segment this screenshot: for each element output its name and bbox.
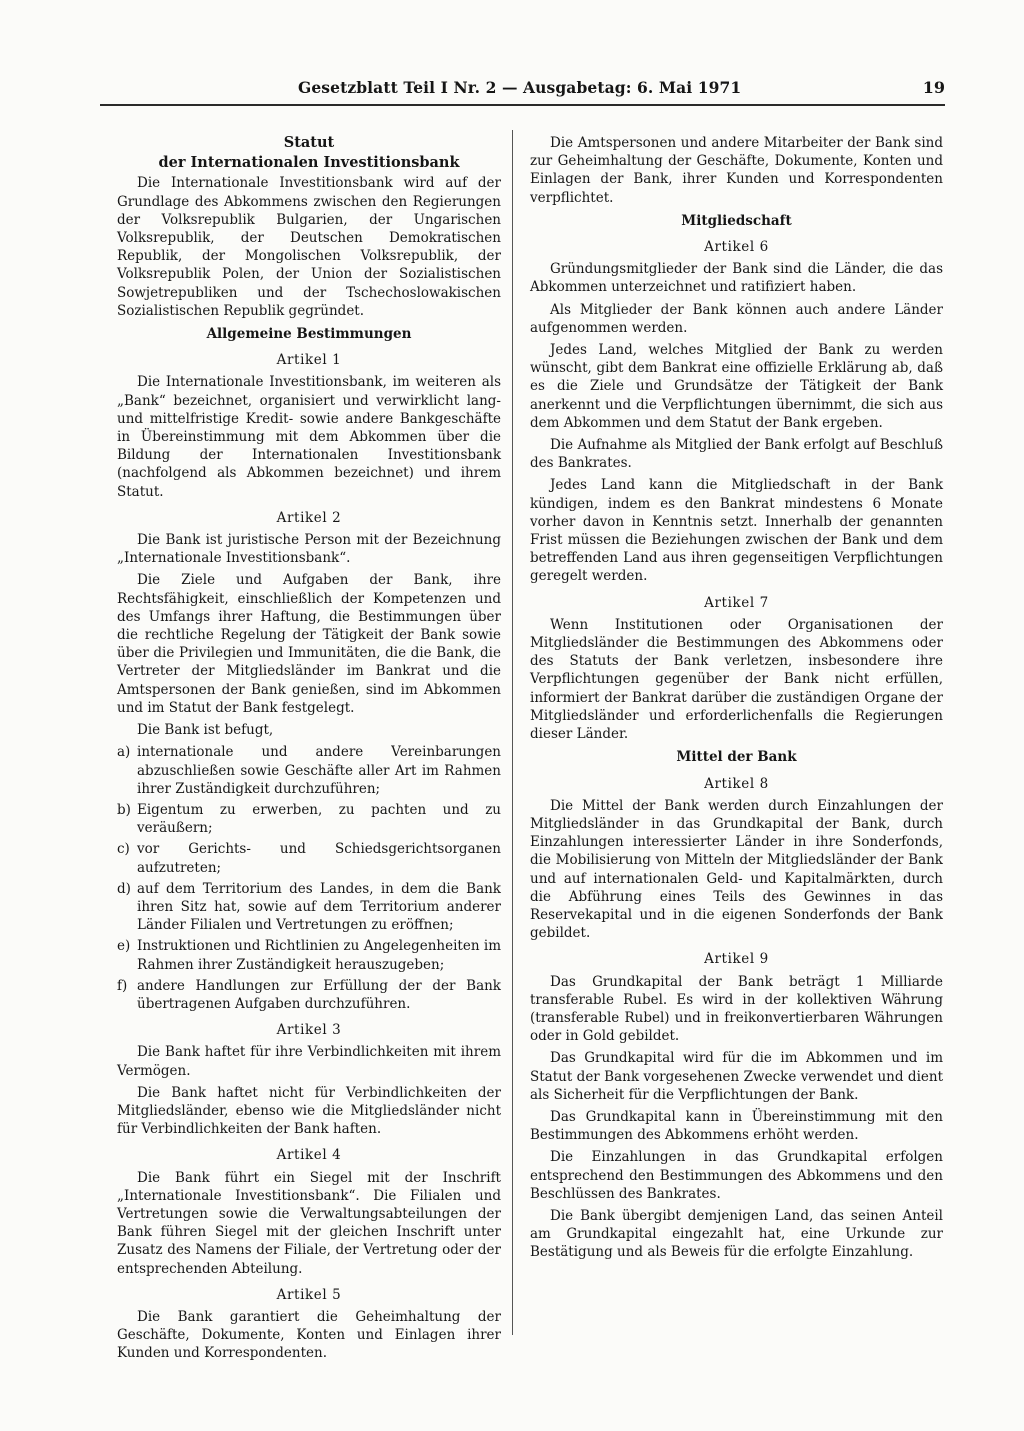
article-6-paragraph: Als Mitglieder der Bank können auch andere Länder aufgenommen werden. — [530, 301, 943, 336]
list-item-text: Instruktionen und Richtlinien zu Angelegenheiten im Rahmen ihrer Zuständigkeit herauszugeben; — [137, 938, 501, 973]
article-7-heading: Artikel 7 — [704, 594, 769, 611]
list-item-label: e) — [117, 938, 131, 955]
article-2-paragraph: Die Bank ist juristische Person mit der Bezeichnung „Internationale Investitionsbank“. — [117, 532, 501, 567]
article-3-paragraph: Die Bank haftet für ihre Verbindlichkeiten mit ihrem Vermögen. — [117, 1044, 501, 1079]
gazette-title: Gesetzblatt Teil I Nr. 2 — Ausgabetag: 6. Mai 1971 — [298, 78, 742, 97]
article-6-paragraph: Jedes Land, welches Mitglied der Bank zu werden wünscht, gibt dem Bankrat eine offizielle Erklärung ab, daß es die Ziele und Grundsätze der Tätigkeit der Bank anerkennt und die Verpflichtungen übernimmt, die sich aus dem Abkommen und dem Statut der Bank ergeben. — [530, 342, 943, 431]
article-8-heading: Artikel 8 — [704, 775, 769, 792]
article-2-paragraph: Die Bank ist befugt, — [137, 722, 274, 739]
article-9-paragraph: Das Grundkapital kann in Übereinstimmung mit den Bestimmungen des Abkommens erhöht werden. — [530, 1108, 943, 1144]
list-item — [117, 840, 501, 876]
article-6-paragraph: Gründungsmitglieder der Bank sind die Länder, die das Abkommen unterzeichnet und ratifiziert haben. — [530, 261, 943, 296]
list-item-text: andere Handlungen zur Erfüllung der der Bank übertragenen Aufgaben durchzuführen. — [137, 977, 501, 1012]
article-9-paragraph: Das Grundkapital wird für die im Abkommen und im Statut der Bank vorgesehenen Zwecke verwendet und dient als Sicherheit für die Verpflichtungen der Bank. — [530, 1050, 943, 1103]
list-item — [117, 743, 501, 798]
list-item-label: d) — [117, 880, 131, 897]
list-item-label: c) — [117, 841, 130, 858]
list-item — [117, 977, 501, 1013]
article-7-paragraph: Wenn Institutionen oder Organisationen der Mitgliedsländer die Bestimmungen des Abkommens oder des Statuts der Bank verletzen, insbesondere ihre Verpflichtungen gegenüber der Bank nicht erfüllen, informiert der Bankrat darüber die zuständigen Organe der Mitgliedsländer und erforderlichenfalls die Regierungen dieser Länder. — [530, 616, 943, 743]
left-column — [117, 134, 501, 1367]
list-item-text: Eigentum zu erwerben, zu pachten und zu veräußern; — [137, 801, 501, 837]
article-6-paragraph: Jedes Land kann die Mitgliedschaft in der Bank kündigen, indem es den Bankrat mindestens 6 Monate vorher davon in Kenntnis setzt. Innerhalb der genannten Frist müssen die Beziehungen zwischen der Bank und dem betreffenden Land aus ihren gegenseitigen Verpflichtungen geregelt werden. — [530, 477, 943, 585]
article-1-heading: Artikel 1 — [276, 352, 342, 369]
section-heading-membership: Mitgliedschaft — [681, 212, 792, 229]
statute-title: Statut — [283, 134, 335, 151]
article-6-heading: Artikel 6 — [704, 239, 769, 256]
article-2-paragraph: Die Ziele und Aufgaben der Bank, ihre Rechtsfähigkeit, einschließlich der Kompetenzen und des Umfangs ihrer Haftung, die Bestimmungen über die rechtliche Regelung der Tätigkeit der Bank sowie über die Privilegien und Immunitäten, die die Bank, die Vertreter der Mitgliedsländer im Bankrat und die Amtspersonen der Bank genießen, sind im Abkommen und im Statut der Bank festgelegt. — [117, 572, 501, 716]
article-5-heading: Artikel 5 — [276, 1286, 342, 1303]
right-column — [530, 134, 943, 1266]
list-item — [117, 801, 501, 837]
list-item-text: auf dem Territorium des Landes, in dem die Bank ihren Sitz hat, sowie auf dem Territorium anderer Länder Filialen und Vertretungen zu eröffnen; — [137, 880, 501, 934]
article-3-paragraph: Die Bank haftet nicht für Verbindlichkeiten der Mitgliedsländer, ebenso wie die Mitgliedsländer nicht für Verbindlichkeiten der Bank haften. — [117, 1084, 501, 1138]
section-heading-funds: Mittel der Bank — [676, 749, 797, 766]
article-9-paragraph: Die Einzahlungen in das Grundkapital erfolgen entsprechend den Bestimmungen des Abkommens und den Beschlüssen des Bankrates. — [530, 1149, 943, 1202]
article-4-heading: Artikel 4 — [276, 1147, 342, 1164]
page-header — [100, 78, 945, 102]
article-8-paragraph: Die Mittel der Bank werden durch Einzahlungen der Mitgliedsländer in das Grundkapital der Bank, durch Einzahlungen interessierter Länder in ihre Sonderfonds, die Mobilisierung von Mitteln der Mitgliedsländer der Bank und auf internationalen Geld- und Kapitalmärkten, durch die Abführung eines Teils des Gewinnes in das Reservekapital und in die eigenen Sonderfonds der Bank gebildet. — [530, 797, 943, 942]
article-9-paragraph: Die Bank übergibt demjenigen Land, das seinen Anteil am Grundkapital eingezahlt hat, eine Urkunde zur Bestätigung und als Beweis für die erfolgte Einzahlung. — [530, 1207, 943, 1261]
article-3-heading: Artikel 3 — [276, 1022, 342, 1039]
article-6-paragraph: Die Aufnahme als Mitglied der Bank erfolgt auf Beschluß des Bankrates. — [530, 437, 943, 472]
list-item-text: vor Gerichts- und Schiedsgerichtsorganen aufzutreten; — [137, 841, 501, 876]
article-5-paragraph: Die Bank garantiert die Geheimhaltung der Geschäfte, Dokumente, Konten und Einlagen ihrer Kunden und Korrespondenten. — [117, 1308, 501, 1362]
section-heading-general: Allgemeine Bestimmungen — [206, 326, 412, 343]
list-item — [117, 880, 501, 935]
article-2-heading: Artikel 2 — [276, 509, 342, 526]
statute-subtitle: der Internationalen Investitionsbank — [158, 154, 460, 172]
list-item-label: a) — [117, 744, 131, 761]
powers-list — [117, 743, 501, 1013]
article-9-paragraph: Das Grundkapital der Bank beträgt 1 Milliarde transferable Rubel. Es wird in der kollektiven Währung (transferable Rubel) und in freikonvertierbaren Währungen oder in Gold gebildet. — [530, 973, 943, 1045]
list-item — [117, 937, 501, 973]
article-4-paragraph: Die Bank führt ein Siegel mit der Inschrift „Internationale Investitionsbank“. Die Filialen und Vertretungen sowie die Verwaltungsabteilungen der Bank führen Siegel mit der gleichen Inschrift unter Zusatz des Namens der Filiale, der Vertretung oder der entsprechenden Abteilung. — [117, 1169, 501, 1277]
page-number: 19 — [922, 78, 945, 97]
article-1-paragraph: Die Internationale Investitionsbank, im weiteren als „Bank“ bezeichnet, organisiert und verwirklicht lang- und mittelfristige Kredit- sowie andere Bankgeschäfte in Übereinstimmung mit dem Abkommen über die Bildung der Internationalen Investitionsbank (nachfolgend als Abkommen bezeichnet) und ihrem Statut. — [117, 374, 501, 500]
list-item-label: b) — [117, 801, 131, 818]
column-divider — [512, 130, 513, 1335]
intro-paragraph: Die Internationale Investitionsbank wird auf der Grundlage des Abkommens zwischen den Regierungen der Volksrepublik Bulgarien, der Ungarischen Volksrepublik, der Deutschen Demokratischen Republik, der Mongolischen Volksrepublik, der Volksrepublik Polen, der Union der Sozialistischen Sowjetrepubliken und der Tschechoslowakischen Sozialistischen Republik gegründet. — [117, 175, 501, 319]
header-rule — [100, 104, 945, 106]
list-item-text: internationale und andere Vereinbarungen abzuschließen sowie Geschäfte aller Art im Rahmen ihrer Zuständigkeit durchzuführen; — [137, 744, 501, 797]
article-5-continued-paragraph: Die Amtspersonen und andere Mitarbeiter der Bank sind zur Geheimhaltung der Geschäfte, Dokumente, Konten und Einlagen der Bank, ihrer Kunden und Korrespondenten verpflichtet. — [530, 135, 943, 206]
article-9-heading: Artikel 9 — [704, 951, 769, 968]
list-item-label: f) — [117, 977, 128, 994]
